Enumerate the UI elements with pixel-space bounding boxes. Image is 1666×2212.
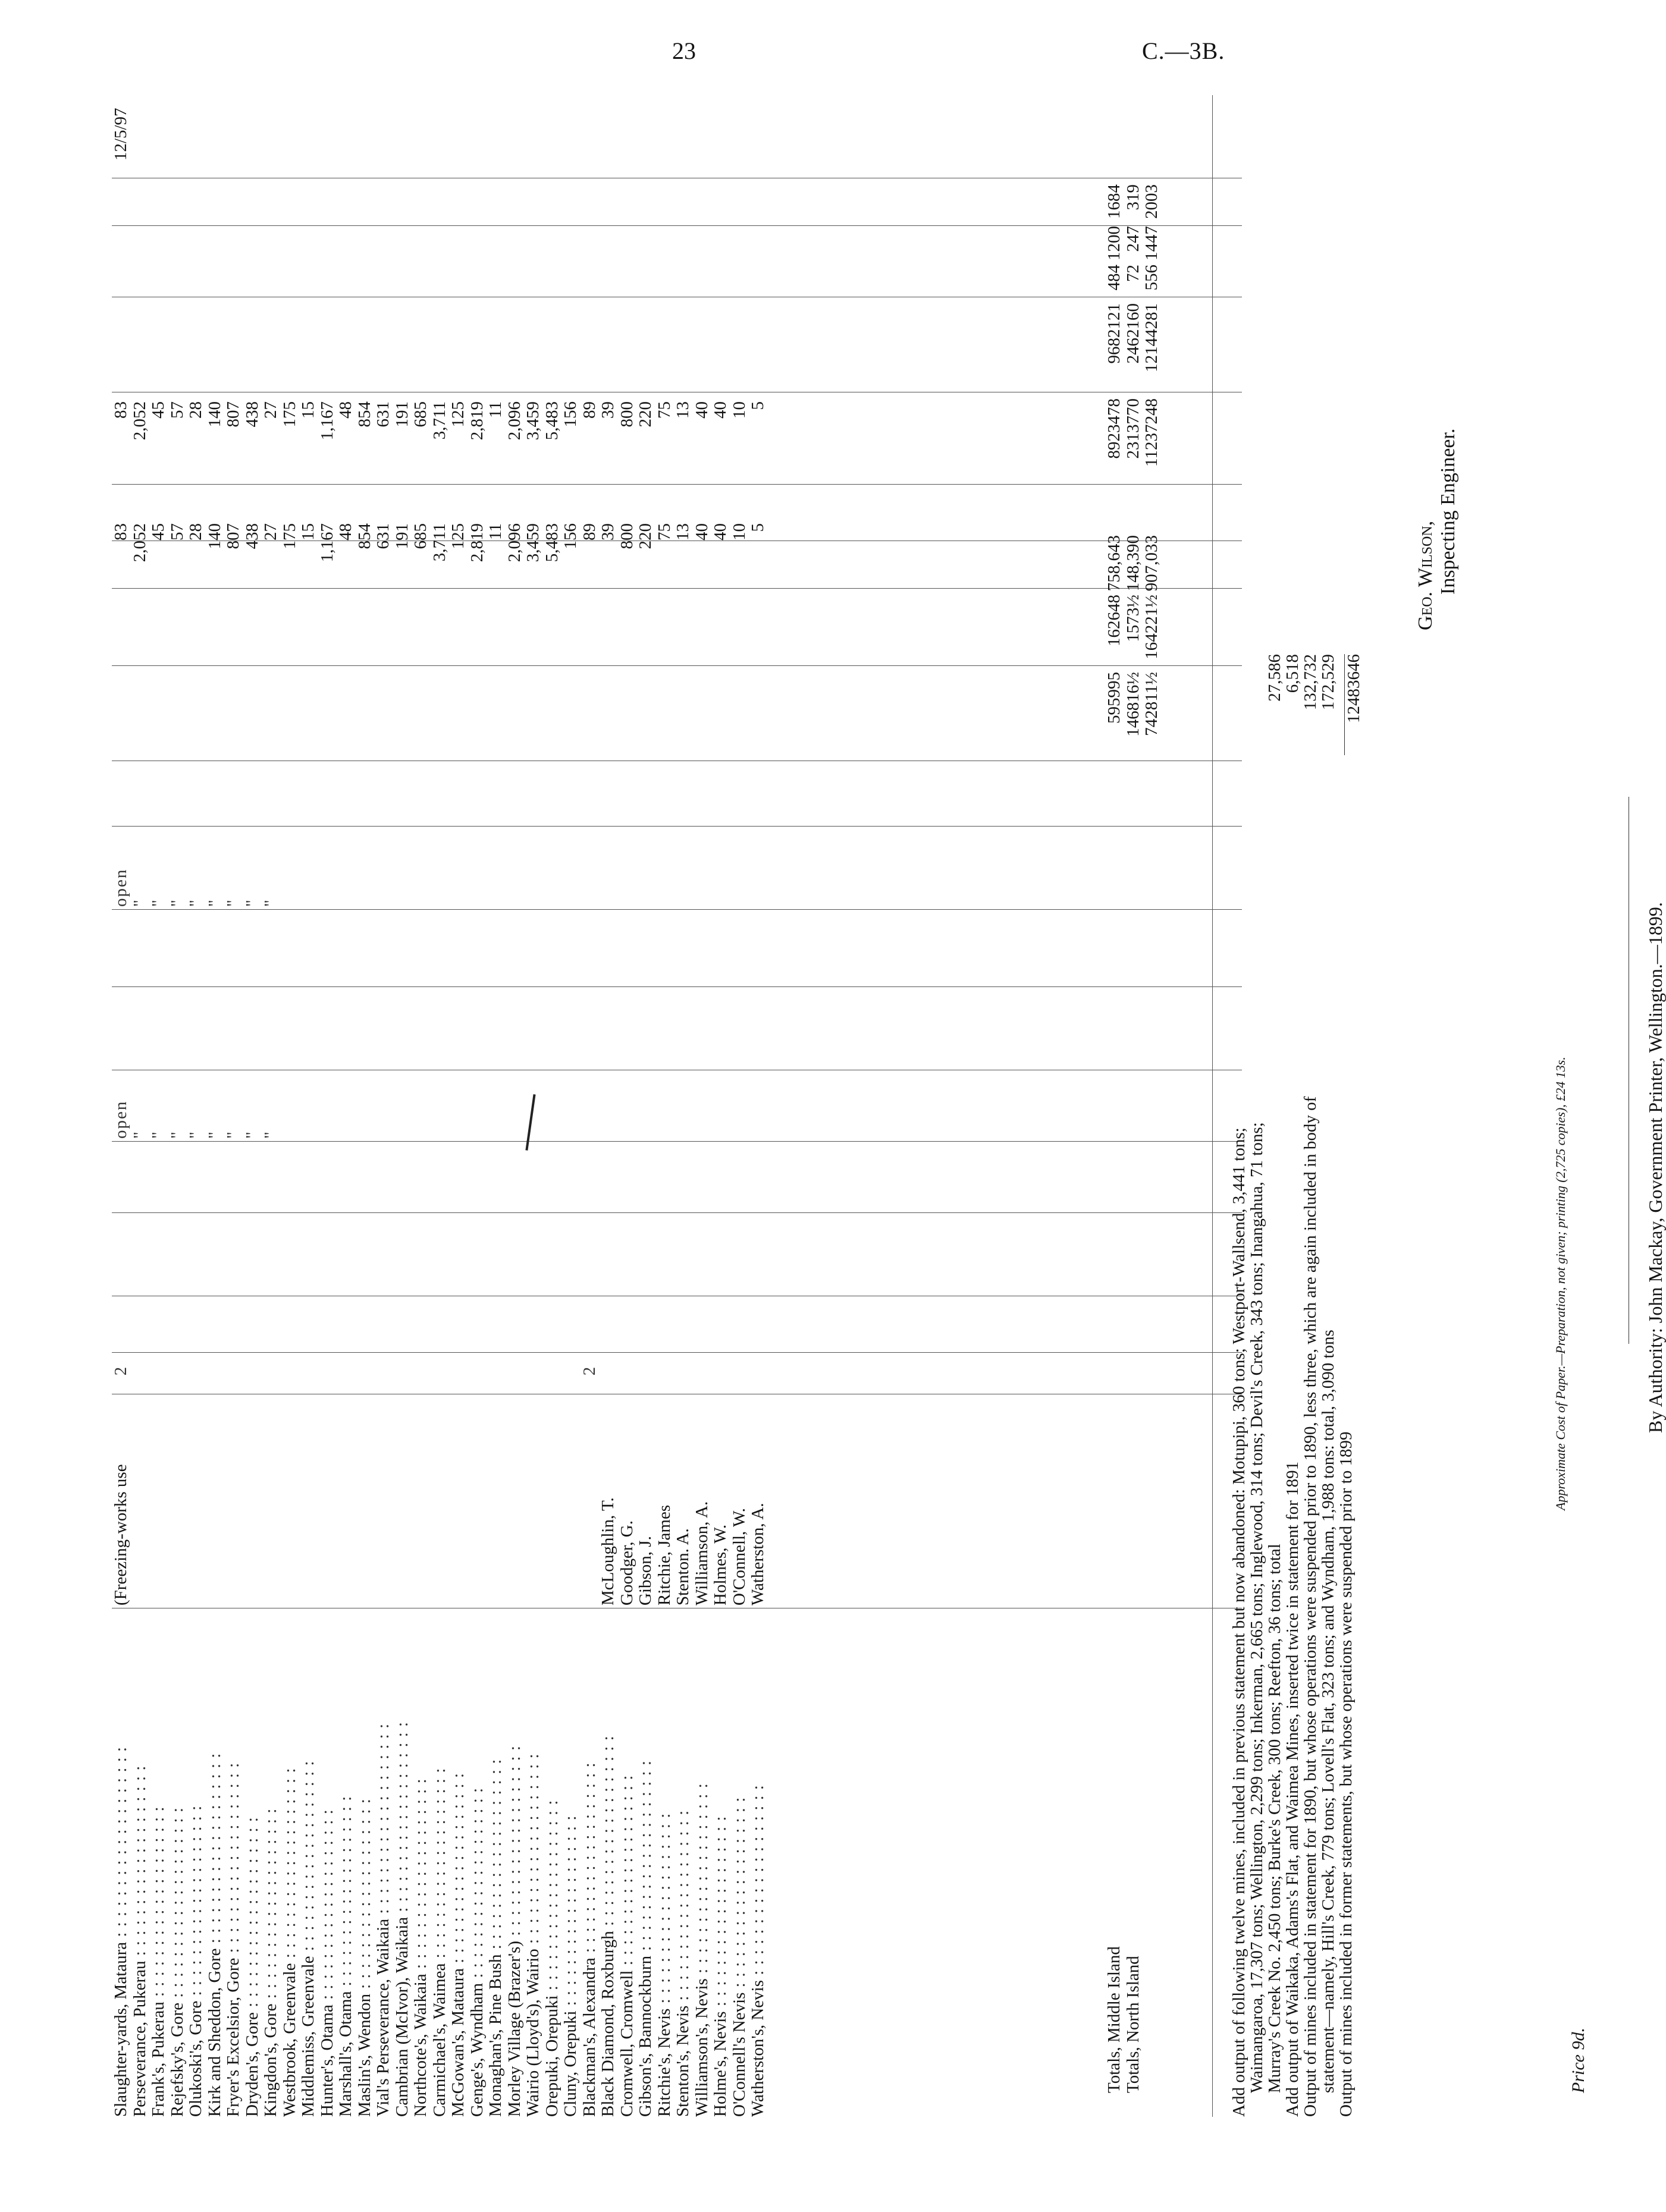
signature-name: Geo. Wilson,: [1414, 520, 1436, 630]
printer-authority: By Authority: John Mackay, Government Printer, Wellington.—1899.: [1645, 902, 1666, 1433]
mine-name: Stenton's, Nevis : : : : : : : : : : : : : : : : : : :: [674, 1600, 693, 2117]
mine-name: Frank's, Pukerau : : : : : : : : : : : : : : : : : : :: [149, 1600, 168, 2117]
signature-block: [1414, 429, 1460, 630]
mine-name: Orepuki, Orepuki : : : : : : : : : : : : : : : : : : :: [543, 1600, 562, 2117]
signature-title: Inspecting Engineer.: [1437, 428, 1459, 595]
note-line: Waimangaroa, 17,307 tons; Wellington, 2,299 tons; Inkerman, 2,665 tons; Inglewood, 314 tons; Devil's Creek, 343 tons; Inangahua, 71 tons;: [1247, 1122, 1266, 2093]
totals-col-c: 758,643 148,390 907,033: [1105, 535, 1161, 592]
owners-column: [112, 1391, 768, 1605]
mine-names-column: [112, 1600, 768, 2117]
owner-name: Stenton. A.: [673, 1528, 692, 1605]
owner-name: Gibson, J.: [636, 1536, 655, 1605]
men-employed-column: [112, 1350, 599, 1391]
totals-col-a: 595995 146816½ 742811½: [1105, 672, 1161, 737]
mine-name: Vial's Perseverance, Waikaia : : : : : : : : : : : : : : : : : : :: [374, 1600, 393, 2117]
mine-name: Slaughter-yards, Mataura : : : : : : : : : : : : : : : : : : :: [112, 1600, 131, 2117]
mine-name: Cluny, Orepuki : : : : : : : : : : : : : : : : : : :: [561, 1600, 581, 2117]
count-mark: 2: [579, 1365, 599, 1376]
owner-name: Watherston, A.: [748, 1503, 767, 1605]
mine-name: Gibson's, Bannockburn : : : : : : : : : : : : : : : : : : :: [636, 1600, 655, 2117]
totals-col-g: 1200 247 1447: [1105, 226, 1161, 260]
totals-col-b: 162648 1573½ 164221½: [1105, 595, 1161, 659]
mine-name: Northcote's, Waikaia : : : : : : : : : : : : : : : : : : :: [412, 1600, 431, 2117]
mine-name: Genge's, Wyndham : : : : : : : : : : : : : : : : : : :: [468, 1600, 487, 2117]
mine-name: Monaghan's, Pine Bush : : : : : : : : : : : : : : : : : : :: [487, 1600, 506, 2117]
column-rule: [112, 986, 1242, 987]
output-year-column: 83 2,052 45 57 28 140 807 438 27 175 15 1,167 48 854 631 191 685 3,711 125 2,819 11 2,096 3,459 5,483 156 89 39 800 220 75 13 40 40 10 5: [111, 523, 767, 563]
mine-name: Cambrian (McIvor), Waikaia : : : : : : : : : : : : : : : : : : :: [393, 1600, 412, 2117]
mine-name: Perseverance, Pukerau : : : : : : : : : : : : : : : : : : :: [131, 1600, 150, 2117]
note-line: Add output of Waikaka, Adams's Flat, and Waimea Mines, inserted twice in statement for 1891: [1283, 1461, 1302, 2117]
mine-name: Maslin's, Wendon : : : : : : : : : : : : : : : : : : :: [356, 1600, 375, 2117]
mine-name: Hunter's, Otama : : : : : : : : : : : : : : : : : : :: [318, 1600, 337, 2117]
mine-name: Morley Village (Brazer's) : : : : : : : : : : : : : : : : : : :: [506, 1600, 525, 2117]
totals-middle-island-label: Totals, Middle Island: [1105, 1946, 1124, 2093]
table-bottom-rule: [1212, 95, 1213, 2117]
mine-name: Kingdon's, Gore : : : : : : : : : : : : : : : : : : :: [262, 1600, 281, 2117]
cost-of-paper-note: Approximate Cost of Paper.—Preparation, not given; printing (2,725 copies), £24 13s.: [1553, 1057, 1568, 1510]
column-rule: [112, 1141, 1242, 1142]
mine-name: Williamson's, Nevis : : : : : : : : : : : : : : : : : : :: [693, 1600, 712, 2117]
totals-col-d: 8923478 2313770 11237248: [1105, 398, 1161, 467]
footnotes: [1230, 749, 1355, 2117]
mine-name: McGowan's, Mataura : : : : : : : : : : : : : : : : : : :: [449, 1600, 468, 2117]
note-line: Output of mines included in statement for 1890, but whose operations were suspended prior to 1890, less three, which are again included in body of: [1301, 1096, 1320, 2117]
count-mark: 2: [111, 1365, 130, 1376]
note-line: statement—namely, Hill's Creek, 779 tons; Lovell's Flat, 323 tons; and Wyndham, 1,988 tons: total, 3,090 tons: [1319, 1330, 1338, 2093]
column-rule: [112, 826, 1242, 827]
open-mark: open: [111, 1100, 130, 1139]
price-label: Price 9d.: [1568, 2028, 1588, 2093]
mine-name: Holme's, Nevis : : : : : : : : : : : : : : : : : : :: [711, 1600, 730, 2117]
mine-name: Watherston's, Nevis : : : : : : : : : : : : : : : : : : :: [749, 1600, 768, 2117]
column-rule: [112, 1212, 1242, 1213]
note-line: Output of mines included in former statements, but whose operations were suspended prior to 1899: [1336, 1431, 1356, 2117]
mine-name: Ritchie's, Nevis : : : : : : : : : : : : : : : : : : :: [655, 1600, 674, 2117]
owner-name: Williamson, A.: [692, 1501, 711, 1605]
footnote-values: 27,586 6,518 132,732 172,529 12483646: [1230, 654, 1363, 755]
note-line: Add output of following twelve mines, included in previous statement but now abandoned: Motupipi, 360 tons; Westport-Wallsend, 3,441 tons;: [1229, 1127, 1248, 2117]
mine-name: Wairio (Lloyd's), Wairio : : : : : : : : : : : : : : : : : : :: [524, 1600, 543, 2117]
open-mark: open: [111, 868, 130, 907]
owner-name: Goodger, G.: [617, 1520, 636, 1605]
mine-name: Cromwell, Cromwell : : : : : : : : : : : : : : : : : : :: [618, 1600, 637, 2117]
mine-name: Olukoski's, Gore : : : : : : : : : : : : : : : : : : :: [187, 1600, 206, 2117]
owner-name: McLoughlin, T.: [598, 1497, 617, 1605]
mine-name: Kirk and Sheddon, Gore : : : : : : : : : : : : : : : : : : :: [206, 1600, 225, 2117]
column-rule: [112, 225, 1242, 226]
mine-name: Fryer's Excelsior, Gore : : : : : : : : : : : : : : : : : : :: [224, 1600, 243, 2117]
column-rule: [112, 909, 1242, 910]
column-rule: [112, 484, 1242, 485]
open-column-2: open " " " " " " " ": [112, 841, 281, 907]
column-rule: [112, 665, 1242, 666]
mine-name: Black Diamond, Roxburgh : : : : : : : : : : : : : : : : : : :: [599, 1600, 618, 2117]
mine-name: Middlemiss, Greenvale : : : : : : : : : : : : : : : : : : :: [299, 1600, 318, 2117]
page-number: 23: [672, 37, 696, 64]
totals-north-island-label: Totals, North Island: [1123, 1956, 1143, 2093]
document-code: C.—3B.: [1142, 37, 1225, 64]
mine-name: Westbrook, Greenvale : : : : : : : : : : : : : : : : : : :: [281, 1600, 300, 2117]
owner-name: Holmes, W.: [711, 1524, 730, 1605]
mine-name: Blackman's, Alexandra : : : : : : : : : : : : : : : : : : :: [581, 1600, 600, 2117]
mine-name: O'Connell's Nevis : : : : : : : : : : : : : : : : : : :: [730, 1600, 749, 2117]
owner-name: O'Connell, W.: [729, 1508, 749, 1605]
totals-labels: [1105, 1946, 1143, 2093]
open-column-1: open " " " " " " " ": [112, 1073, 281, 1139]
mine-name: Marshall's, Otama : : : : : : : : : : : : : : : : : : :: [337, 1600, 356, 2117]
totals-col-h: 1684 319 2003: [1105, 184, 1161, 219]
note-line: Murray's Creek No. 2,450 tons; Burke's Creek, 300 tons; Reefton, 36 tons; total: [1265, 1544, 1284, 2093]
totals-col-f: 484 72 556: [1105, 265, 1161, 291]
owner-name: Ritchie, James: [654, 1504, 674, 1605]
column-rule: [112, 588, 1242, 589]
owner-note: (Freezing-works use: [111, 1464, 130, 1605]
date-stamp: 12/5/97: [111, 108, 130, 161]
mine-name: Rejefsky's, Gore : : : : : : : : : : : : : : : : : : :: [168, 1600, 187, 2117]
mine-name: Dryden's, Gore : : : : : : : : : : : : : : : : : : :: [243, 1600, 262, 2117]
totals-col-e: 9682121 2462160 12144281: [1105, 303, 1161, 372]
rotated-table-sheet: [111, 95, 1666, 2117]
mine-name: Carmichael's, Waimea : : : : : : : : : : : : : : : : : : :: [431, 1600, 450, 2117]
total-output-column: 83 2,052 45 57 28 140 807 438 27 175 15 1,167 48 854 631 191 685 3,711 125 2,819 11 2,096 3,459 5,483 156 89 39 800 220 75 13 40 40 10 5: [111, 401, 767, 441]
